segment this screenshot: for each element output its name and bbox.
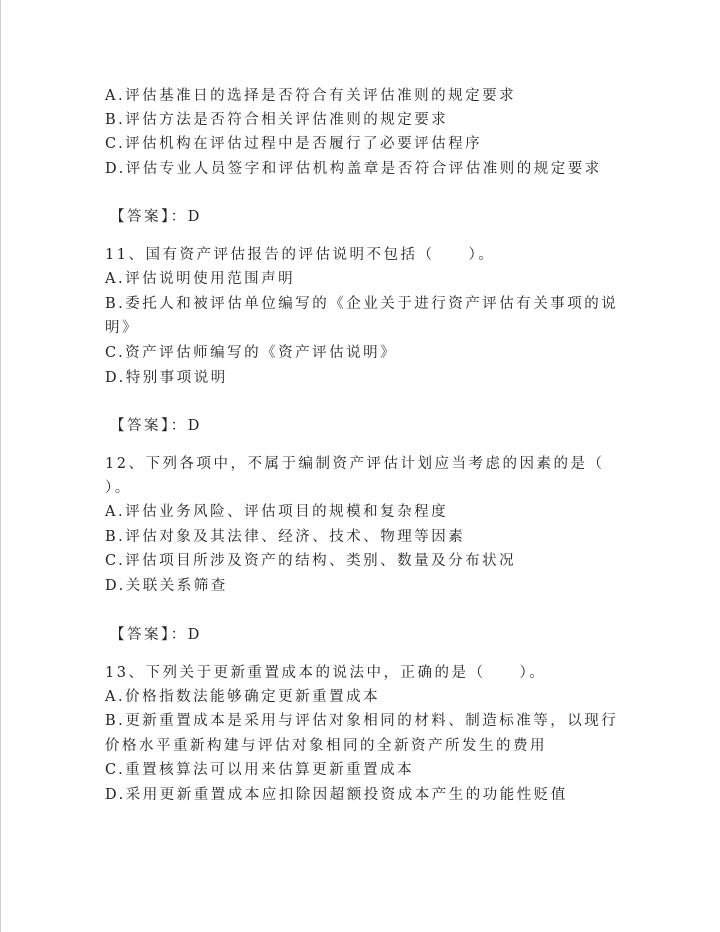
q10-option-c: C.评估机构在评估过程中是否履行了必要评估程序 — [105, 136, 483, 152]
q13-option-b-continued: 价格水平重新构建与评估对象相同的全新资产所发生的费用 — [105, 738, 547, 754]
q10-option-d: D.评估专业人员签字和评估机构盖章是否符合评估准则的规定要求 — [105, 161, 602, 177]
q12-stem-continued: ）。 — [105, 480, 132, 496]
q11-answer: 【答案】：D — [110, 418, 202, 434]
q11-stem: 11、国有资产评估报告的评估说明不包括（ ）。 — [105, 247, 496, 263]
q13-stem: 13、下列关于更新重置成本的说法中，正确的是（ ）。 — [105, 665, 547, 681]
q13-option-d: D.采用更新重置成本应扣除因超额投资成本产生的功能性贬值 — [105, 787, 568, 803]
q11-option-a: A.评估说明使用范围声明 — [105, 271, 296, 287]
q12-option-d: D.关联关系筛查 — [105, 578, 228, 594]
q13-option-c: C.重置核算法可以用来估算更新重置成本 — [105, 762, 415, 778]
q12-option-a: A.评估业务风险、评估项目的规模和复杂程度 — [105, 504, 449, 520]
q12-option-b: B.评估对象及其法律、经济、技术、物理等因素 — [105, 529, 466, 545]
q11-option-d: D.特别事项说明 — [105, 370, 228, 386]
q10-option-b: B.评估方法是否符合相关评估准则的规定要求 — [105, 112, 449, 128]
q11-option-b: B.委托人和被评估单位编写的《企业关于进行资产评估有关事项的说 — [105, 296, 619, 312]
q13-option-a: A.价格指数法能够确定更新重置成本 — [105, 689, 381, 705]
q11-option-c: C.资产评估师编写的《资产评估说明》 — [105, 345, 398, 361]
q11-option-b-continued: 明》 — [105, 320, 139, 336]
q12-stem: 12、下列各项中，不属于编制资产评估计划应当考虑的因素的是（ — [105, 456, 605, 472]
q12-answer: 【答案】：D — [110, 627, 202, 643]
q13-option-b: B.更新重置成本是采用与评估对象相同的材料、制造标准等，以现行 — [105, 713, 619, 729]
q10-option-a: A.评估基准日的选择是否符合有关评估准则的规定要求 — [105, 88, 517, 104]
q12-option-c: C.评估项目所涉及资产的结构、类别、数量及分布状况 — [105, 553, 517, 569]
q10-answer: 【答案】：D — [110, 209, 202, 225]
